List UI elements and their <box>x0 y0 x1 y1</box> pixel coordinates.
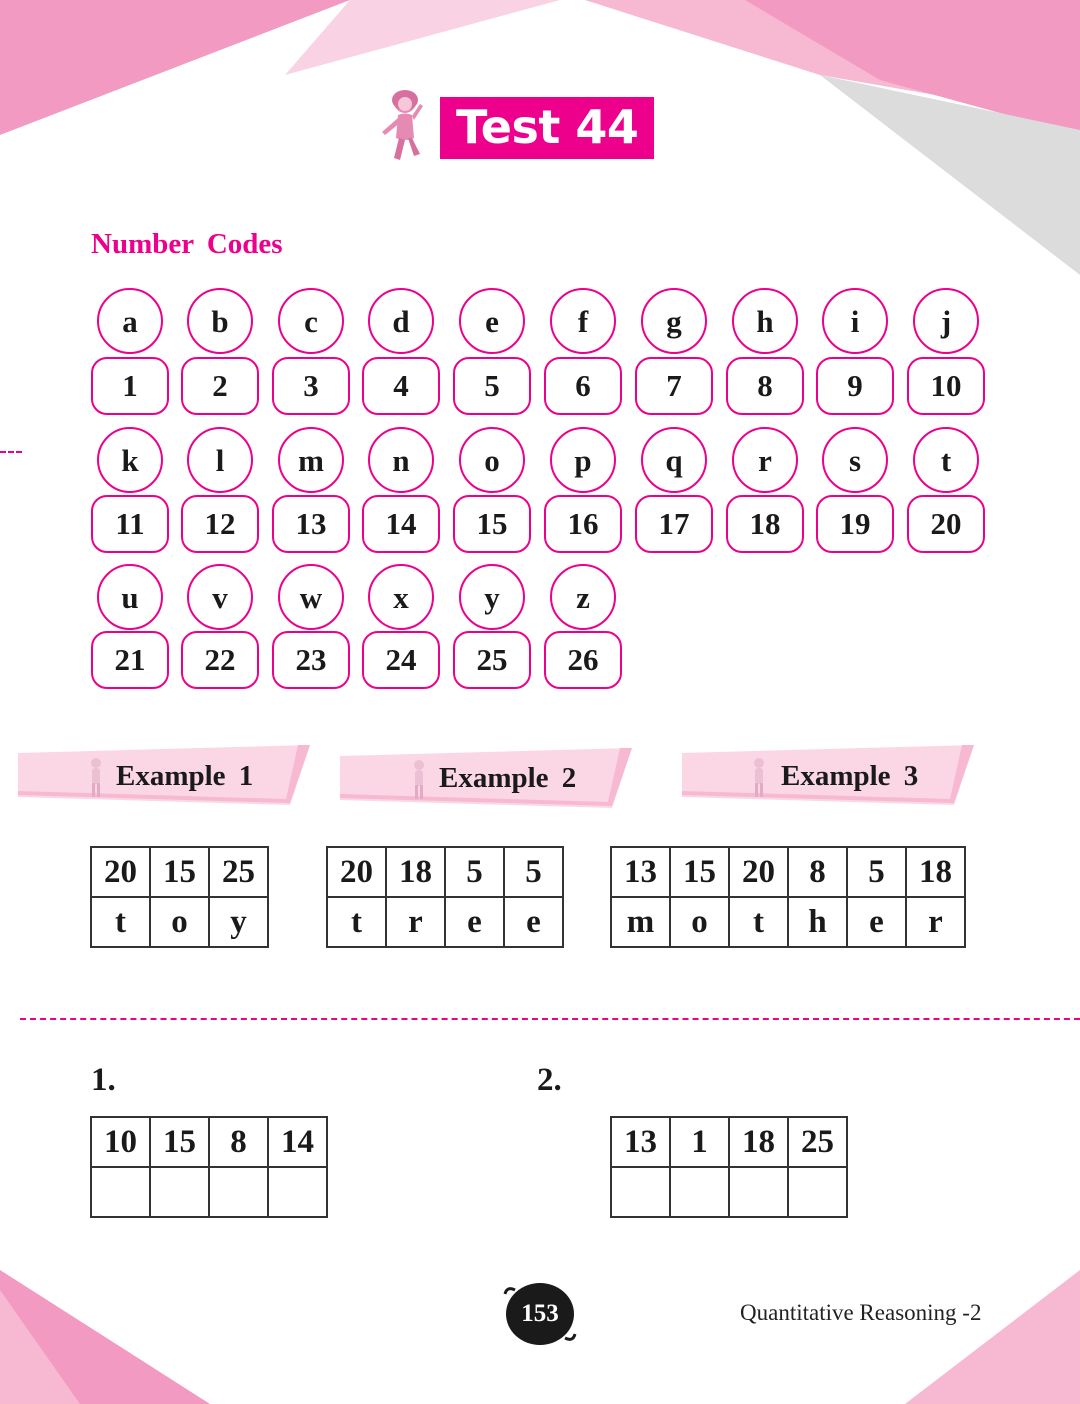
letter-circle-n: n <box>368 427 434 493</box>
number-box-6: 6 <box>544 357 622 415</box>
number-box-10: 10 <box>907 357 985 415</box>
letter-circle-f: f <box>550 288 616 354</box>
letter-cell: r <box>386 897 445 947</box>
answer-cell[interactable] <box>150 1167 209 1217</box>
number-box-8: 8 <box>726 357 804 415</box>
number-box-1: 1 <box>91 357 169 415</box>
answer-cell[interactable] <box>729 1167 788 1217</box>
letter-circle-w: w <box>278 564 344 630</box>
example-3-label: Example 3 <box>781 760 919 792</box>
number-box-13: 13 <box>272 495 350 553</box>
letter-cell: t <box>729 897 788 947</box>
number-box-20: 20 <box>907 495 985 553</box>
letter-circle-i: i <box>822 288 888 354</box>
number-cell: 13 <box>611 847 670 897</box>
section-divider <box>20 1018 1080 1020</box>
letter-circle-k: k <box>97 427 163 493</box>
number-cell: 18 <box>729 1117 788 1167</box>
number-box-4: 4 <box>362 357 440 415</box>
question-1-table <box>90 1116 328 1218</box>
letter-circle-d: d <box>368 288 434 354</box>
number-box-3: 3 <box>272 357 350 415</box>
letter-circle-x: x <box>368 564 434 630</box>
number-cell: 25 <box>209 847 268 897</box>
number-cell: 15 <box>150 847 209 897</box>
number-box-5: 5 <box>453 357 531 415</box>
number-box-18: 18 <box>726 495 804 553</box>
number-box-23: 23 <box>272 631 350 689</box>
letter-cell: t <box>91 897 150 947</box>
letter-circle-g: g <box>641 288 707 354</box>
answer-cell[interactable] <box>788 1167 847 1217</box>
book-title: Quantitative Reasoning -2 <box>740 1300 982 1325</box>
number-cell: 18 <box>906 847 965 897</box>
letter-circle-y: y <box>459 564 525 630</box>
girl-mascot-icon <box>409 759 429 803</box>
letter-circle-c: c <box>278 288 344 354</box>
number-box-16: 16 <box>544 495 622 553</box>
number-box-14: 14 <box>362 495 440 553</box>
example-1-table <box>90 846 269 948</box>
number-box-7: 7 <box>635 357 713 415</box>
letter-cell: m <box>611 897 670 947</box>
letter-circle-s: s <box>822 427 888 493</box>
page-number: 153 <box>521 1300 559 1327</box>
letter-cell: h <box>788 897 847 947</box>
number-cell: 5 <box>504 847 563 897</box>
number-box-11: 11 <box>91 495 169 553</box>
number-box-19: 19 <box>816 495 894 553</box>
question-2-table <box>610 1116 848 1218</box>
number-box-2: 2 <box>181 357 259 415</box>
page-header <box>372 88 654 168</box>
answer-cell[interactable] <box>268 1167 327 1217</box>
number-cell: 15 <box>150 1117 209 1167</box>
letter-circle-u: u <box>97 564 163 630</box>
number-cell: 1 <box>670 1117 729 1167</box>
letter-cell: o <box>150 897 209 947</box>
question-1-number: 1. <box>91 1062 116 1098</box>
letter-cell: o <box>670 897 729 947</box>
test-title: Test 44 <box>440 97 654 159</box>
example-2-table <box>326 846 564 948</box>
number-cell: 18 <box>386 847 445 897</box>
number-box-21: 21 <box>91 631 169 689</box>
answer-cell[interactable] <box>209 1167 268 1217</box>
girl-mascot-icon <box>749 757 769 801</box>
question-2-number: 2. <box>537 1062 562 1098</box>
letter-circle-t: t <box>913 427 979 493</box>
answer-cell[interactable] <box>91 1167 150 1217</box>
number-box-17: 17 <box>635 495 713 553</box>
number-cell: 20 <box>327 847 386 897</box>
girl-mascot-icon <box>86 757 106 801</box>
example-2-label: Example 2 <box>439 762 577 794</box>
letter-cell: e <box>445 897 504 947</box>
number-cell: 10 <box>91 1117 150 1167</box>
margin-dash <box>0 451 22 453</box>
letter-circle-p: p <box>550 427 616 493</box>
letter-cell: e <box>504 897 563 947</box>
letter-circle-a: a <box>97 288 163 354</box>
number-cell: 25 <box>788 1117 847 1167</box>
letter-circle-v: v <box>187 564 253 630</box>
number-cell: 8 <box>209 1117 268 1167</box>
letter-circle-m: m <box>278 427 344 493</box>
example-3-table <box>610 846 966 948</box>
letter-circle-b: b <box>187 288 253 354</box>
number-cell: 20 <box>91 847 150 897</box>
letter-circle-h: h <box>732 288 798 354</box>
number-cell: 5 <box>847 847 906 897</box>
answer-cell[interactable] <box>611 1167 670 1217</box>
letter-cell: e <box>847 897 906 947</box>
letter-circle-e: e <box>459 288 525 354</box>
letter-circle-j: j <box>913 288 979 354</box>
number-box-22: 22 <box>181 631 259 689</box>
number-cell: 14 <box>268 1117 327 1167</box>
answer-cell[interactable] <box>670 1167 729 1217</box>
letter-circle-q: q <box>641 427 707 493</box>
number-cell: 5 <box>445 847 504 897</box>
letter-cell: y <box>209 897 268 947</box>
letter-circle-z: z <box>550 564 616 630</box>
letter-circle-o: o <box>459 427 525 493</box>
number-box-9: 9 <box>816 357 894 415</box>
letter-cell: r <box>906 897 965 947</box>
number-cell: 15 <box>670 847 729 897</box>
letter-circle-r: r <box>732 427 798 493</box>
number-box-25: 25 <box>453 631 531 689</box>
section-title: Number Codes <box>91 228 283 260</box>
letter-cell: t <box>327 897 386 947</box>
girl-mascot-icon <box>372 88 432 168</box>
number-box-12: 12 <box>181 495 259 553</box>
number-box-24: 24 <box>362 631 440 689</box>
number-box-26: 26 <box>544 631 622 689</box>
number-cell: 13 <box>611 1117 670 1167</box>
number-cell: 20 <box>729 847 788 897</box>
letter-circle-l: l <box>187 427 253 493</box>
number-box-15: 15 <box>453 495 531 553</box>
example-1-label: Example 1 <box>116 760 254 792</box>
number-cell: 8 <box>788 847 847 897</box>
